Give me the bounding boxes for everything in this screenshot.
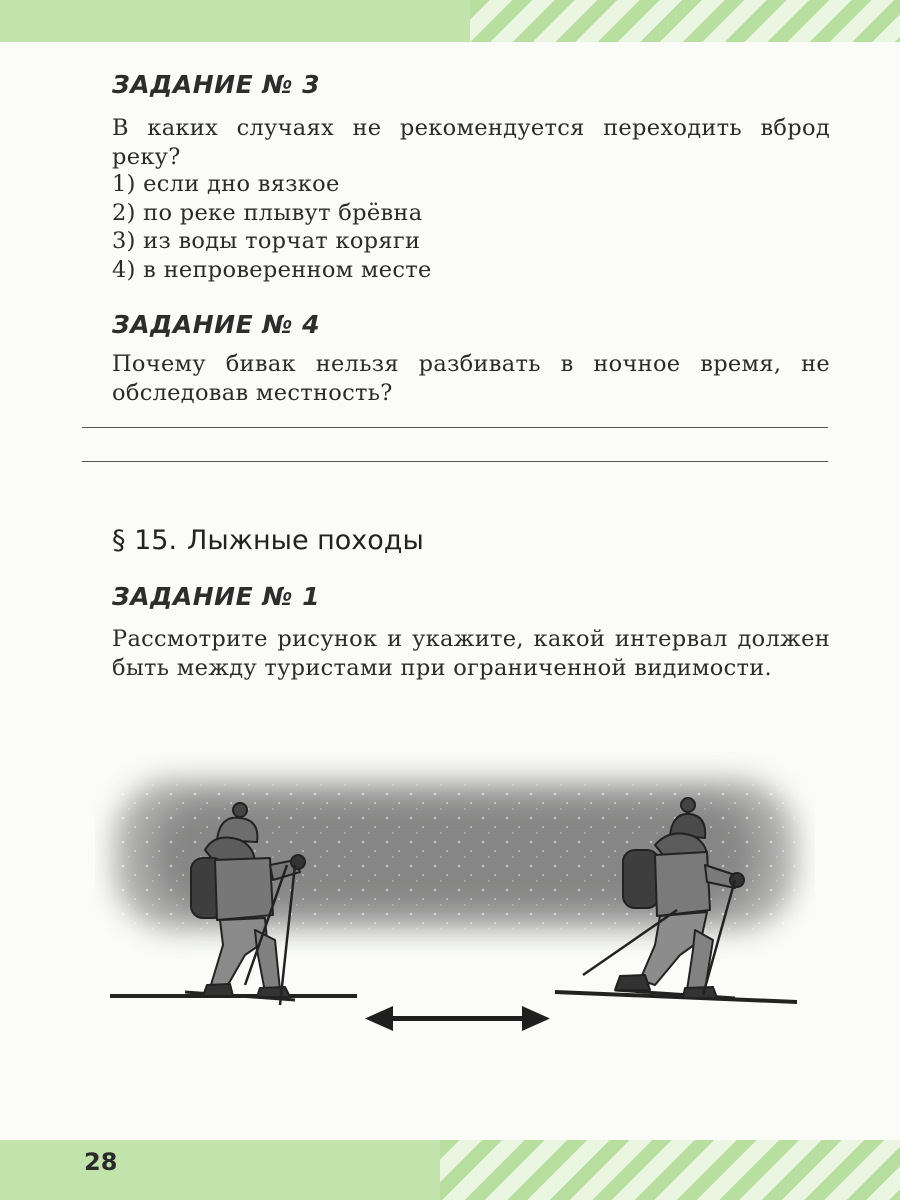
task1-title: ЗАДАНИЕ № 1 <box>112 582 321 611</box>
task4-title: ЗАДАНИЕ № 4 <box>112 310 321 339</box>
skiers-illustration <box>95 740 815 1060</box>
section-heading <box>112 525 424 556</box>
answer-line-2[interactable] <box>82 461 828 462</box>
section-number: § 15. <box>112 525 178 556</box>
task3-option: 2) по реке плывут брёвна <box>112 199 423 226</box>
interval-arrow <box>365 1006 550 1031</box>
top-band-stripes <box>470 0 900 42</box>
backpack <box>623 850 659 908</box>
top-decorative-band <box>0 0 900 42</box>
section-title: Лыжные походы <box>187 525 424 556</box>
task3-question: В каких случаях не рекомендуется переходить вброд реку? <box>112 115 830 170</box>
task3-option: 4) в непроверенном месте <box>112 256 432 283</box>
task3-option: 1) если дно вязкое <box>112 171 340 197</box>
top-band-solid <box>0 0 470 42</box>
bottom-band-stripes <box>440 1140 900 1200</box>
answer-line-1[interactable] <box>82 427 828 428</box>
task3-option: 3) из воды торчат коряги <box>112 228 421 254</box>
bottom-decorative-band <box>0 1140 900 1200</box>
task3-title: ЗАДАНИЕ № 3 <box>112 70 321 99</box>
task1-question: Рассмотрите рисунок и укажите, какой интервал должен быть между туристами при ограниченной видимости. <box>112 626 830 681</box>
task4-question: Почему бивак нельзя разбивать в ночное время, не обследовав местность? <box>112 351 830 406</box>
page-number: 28 <box>84 1148 118 1176</box>
task3-options <box>112 170 432 284</box>
